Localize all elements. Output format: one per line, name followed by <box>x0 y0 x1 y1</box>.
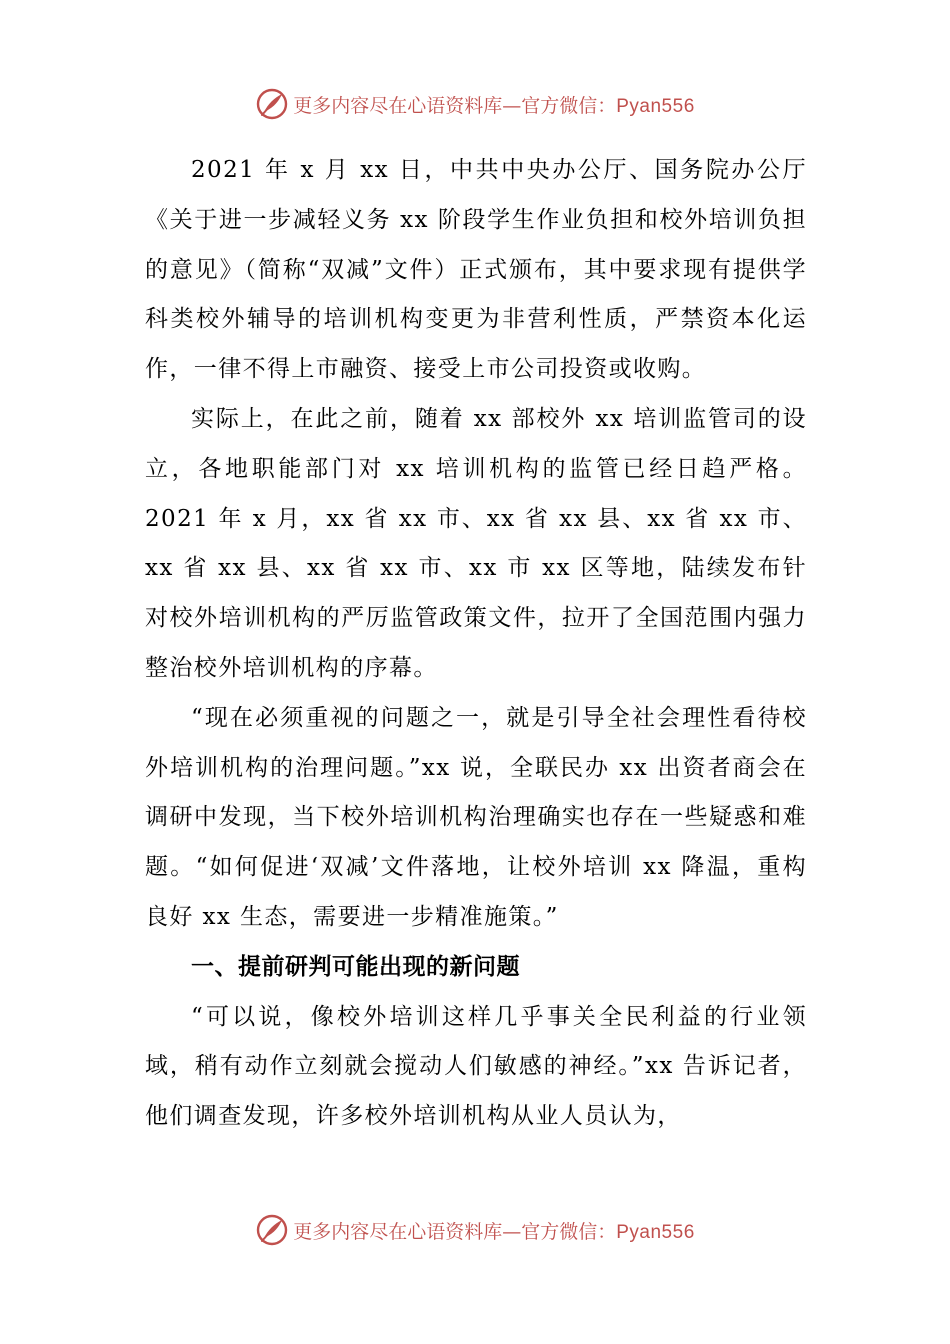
paragraph-1: 2021 年 x 月 xx 日，中共中央办公厅、国务院办公厅《关于进一步减轻义务 xx 阶段学生作业负担和校外培训负担的意见》（简称“双减”文件）正式颁布，其中要求现有提供学科类校外辅导的培训机构变更为非营利性质，严禁资本化运作，一律不得上市融资、接受上市公司投资或收购。 <box>145 157 807 383</box>
section-heading: 一、提前研判可能出现的新问题 <box>191 953 520 980</box>
document-body <box>145 146 807 1142</box>
paragraph-2: 实际上，在此之前，随着 xx 部校外 xx 培训监管司的设立，各地职能部门对 xx 培训机构的监管已经日趋严格。2021 年 x 月，xx 省 xx 市、xx 省 xx 县、xx 省 xx 市、xx 省 xx 县、xx 省 xx 市、xx 市 xx 区等地，陆续发布针对校外培训机构的严厉监管政策文件，拉开了全国范围内强力整治校外培训机构的序幕。 <box>145 405 807 681</box>
header-banner <box>0 84 950 124</box>
feather-pen-logo-icon <box>255 1213 289 1247</box>
wechat-id: Pyan556 <box>616 1221 695 1243</box>
footer-banner <box>0 1210 950 1250</box>
banner-text: 更多内容尽在心语资料库—官方微信：Pyan556 <box>293 1220 695 1243</box>
wechat-id: Pyan556 <box>616 95 695 117</box>
feather-pen-logo-icon <box>255 87 289 121</box>
banner-text: 更多内容尽在心语资料库—官方微信：Pyan556 <box>293 94 695 117</box>
paragraph-4: “可以说，像校外培训这样几乎事关全民利益的行业领域，稍有动作立刻就会搅动人们敏感的神经。”xx 告诉记者，他们调查发现，许多校外培训机构从业人员认为， <box>145 1003 807 1130</box>
paragraph-3: “现在必须重视的问题之一，就是引导全社会理性看待校外培训机构的治理问题。”xx 说，全联民办 xx 出资者商会在调研中发现，当下校外培训机构治理确实也存在一些疑惑和难题。“如何促进‘双减’文件落地，让校外培训 xx 降温，重构良好 xx 生态，需要进一步精准施策。” <box>145 704 807 930</box>
